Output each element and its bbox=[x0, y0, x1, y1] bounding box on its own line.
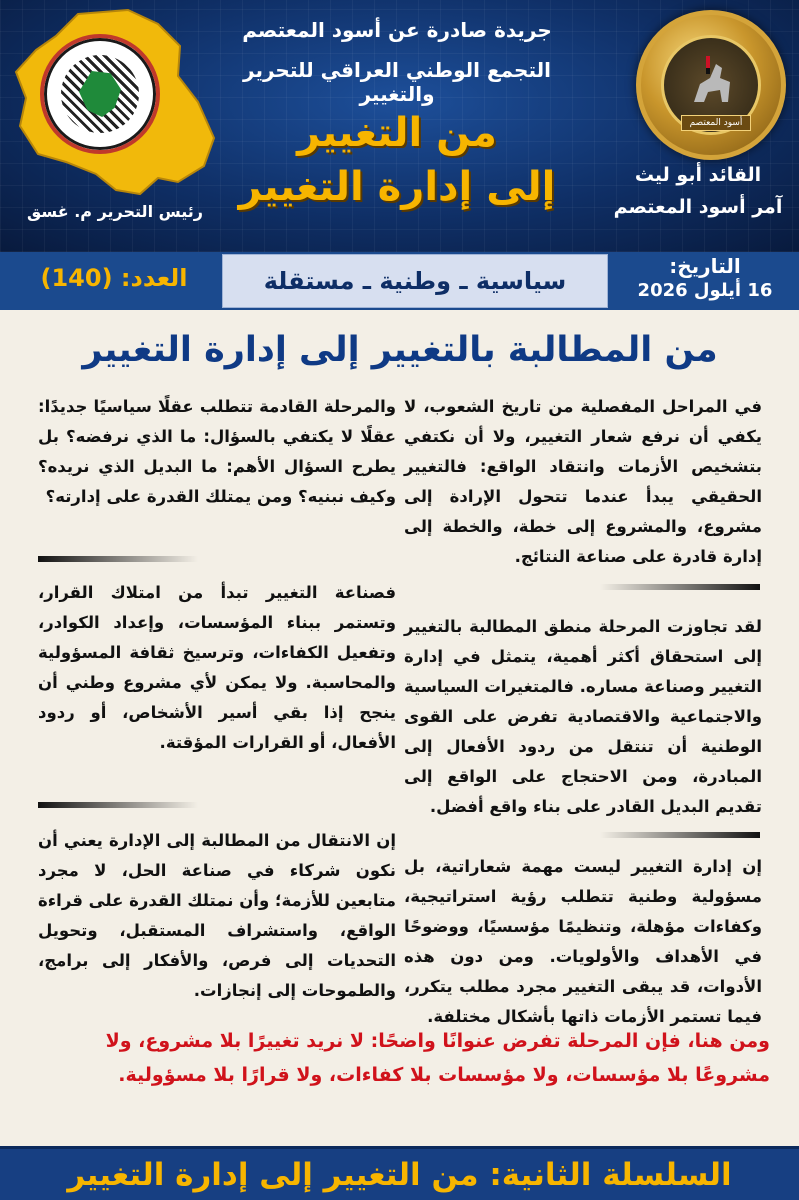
divider bbox=[38, 802, 198, 808]
series-footer: السلسلة الثانية: من التغيير إلى إدارة التغيير bbox=[0, 1146, 799, 1200]
divider bbox=[600, 832, 760, 838]
publisher-line: جريدة صادرة عن أسود المعتصم bbox=[242, 18, 552, 42]
iraq-map-logo bbox=[8, 6, 222, 202]
date-label: التاريخ: bbox=[669, 254, 741, 278]
headline-line1: من التغيير bbox=[297, 110, 497, 156]
organization-line: التجمع الوطني العراقي للتحرير والتغيير bbox=[243, 58, 551, 106]
masthead bbox=[0, 0, 799, 252]
paragraph: فصناعة التغيير تبدأ من امتلاك القرار، وتستمر ببناء المؤسسات، وإعداد الكوادر، وتفعيل الكفاءات، وترسيخ ثقافة المسؤولية والمحاسبة. ولا يمكن لأي مشروع وطني أن ينجح إذا بقي أسير الأشخاص، أو ردود الأفعال، أو القرارات المؤقتة. bbox=[38, 583, 396, 752]
lions-medal-logo bbox=[636, 10, 786, 160]
divider bbox=[600, 584, 760, 590]
paragraph: لقد تجاوزت المرحلة منطق المطالبة بالتغيير إلى استحقاق أكثر أهمية، يتمثل في إدارة التغيير وصناعة مساره. فالمتغيرات السياسية والاجتماعية والاقتصادية تفرض على القوى الوطنية أن تنتقل من ردود الأفعال إلى المبادرة، ومن الاحتجاج على الواقع إلى تقديم البديل القادر على بناء واقع أفضل. bbox=[404, 617, 762, 816]
date-value: 16 أيلول 2026 bbox=[637, 280, 773, 301]
article-title: من المطالبة بالتغيير إلى إدارة التغيير bbox=[82, 330, 718, 370]
paragraph: في المراحل المفصلية من تاريخ الشعوب، لا يكفي أن نرفع شعار التغيير، ولا أن نكتفي بتشخيص الأزمات وانتقاد الواقع: فالتغيير الحقيقي يبدأ عندما تتحول الإرادة إلى مشروع، والمشروع إلى خطة، والخطة إلى إدارة قادرة على صناعة النتائج. bbox=[404, 397, 762, 566]
medal-label: أسود المعتصم bbox=[681, 115, 751, 131]
paragraph: إن إدارة التغيير ليست مهمة شعاراتية، بل مسؤولية وطنية تتطلب رؤية استراتيجية، وكفاءات مؤهلة، وتنظيمًا مؤسسيًا، ووضوحًا في الأهداف والأولويات. ومن دون هذه الأدوات، قد يبقى التغيير مجرد مطلب يتكرر، فيما تستمر الأزمات ذاتها بأشكال مختلفة. bbox=[404, 857, 762, 1026]
editor-in-chief: رئيس التحرير م. غسق bbox=[27, 202, 203, 221]
national-gathering-emblem bbox=[40, 34, 160, 154]
horseman-icon bbox=[676, 50, 746, 120]
divider bbox=[38, 556, 198, 562]
paragraph: إن الانتقال من المطالبة إلى الإدارة يعني أن نكون شركاء في صناعة الحل، لا مجرد متابعين للأزمة؛ وأن نمتلك القدرة على قراءة الواقع، واستشراف المستقبل، وتحويل التحديات إلى فرص، والأفكار إلى برامج، والطموحات إلى إنجازات. bbox=[38, 831, 396, 1000]
issue-number: العدد: (140) bbox=[40, 264, 188, 292]
paragraph: والمرحلة القادمة تتطلب عقلًا سياسيًا جديدًا: عقلًا لا يكتفي بالسؤال: ما الذي نرفضه؟ بل يطرح السؤال الأهم: ما البديل الذي نريده؟ وكيف نبنيه؟ ومن يمتلك القدرة على إدارته؟ bbox=[38, 397, 396, 506]
leader-name: القائد أبو ليث bbox=[634, 164, 762, 186]
headline-line2: إلى إدارة التغيير bbox=[238, 164, 556, 210]
leader-title: آمر أسود المعتصم bbox=[613, 196, 783, 218]
tagline: سياسية ـ وطنية ـ مستقلة bbox=[222, 254, 608, 308]
closing-statement: ومن هنا، فإن المرحلة تفرض عنوانًا واضحًا: لا نريد تغييرًا بلا مشروع، ولا مشروعًا بلا مؤسسات، ولا مؤسسات بلا كفاءات، ولا قرارًا بلا مسؤولية. bbox=[105, 1030, 770, 1086]
info-bar bbox=[0, 252, 799, 310]
